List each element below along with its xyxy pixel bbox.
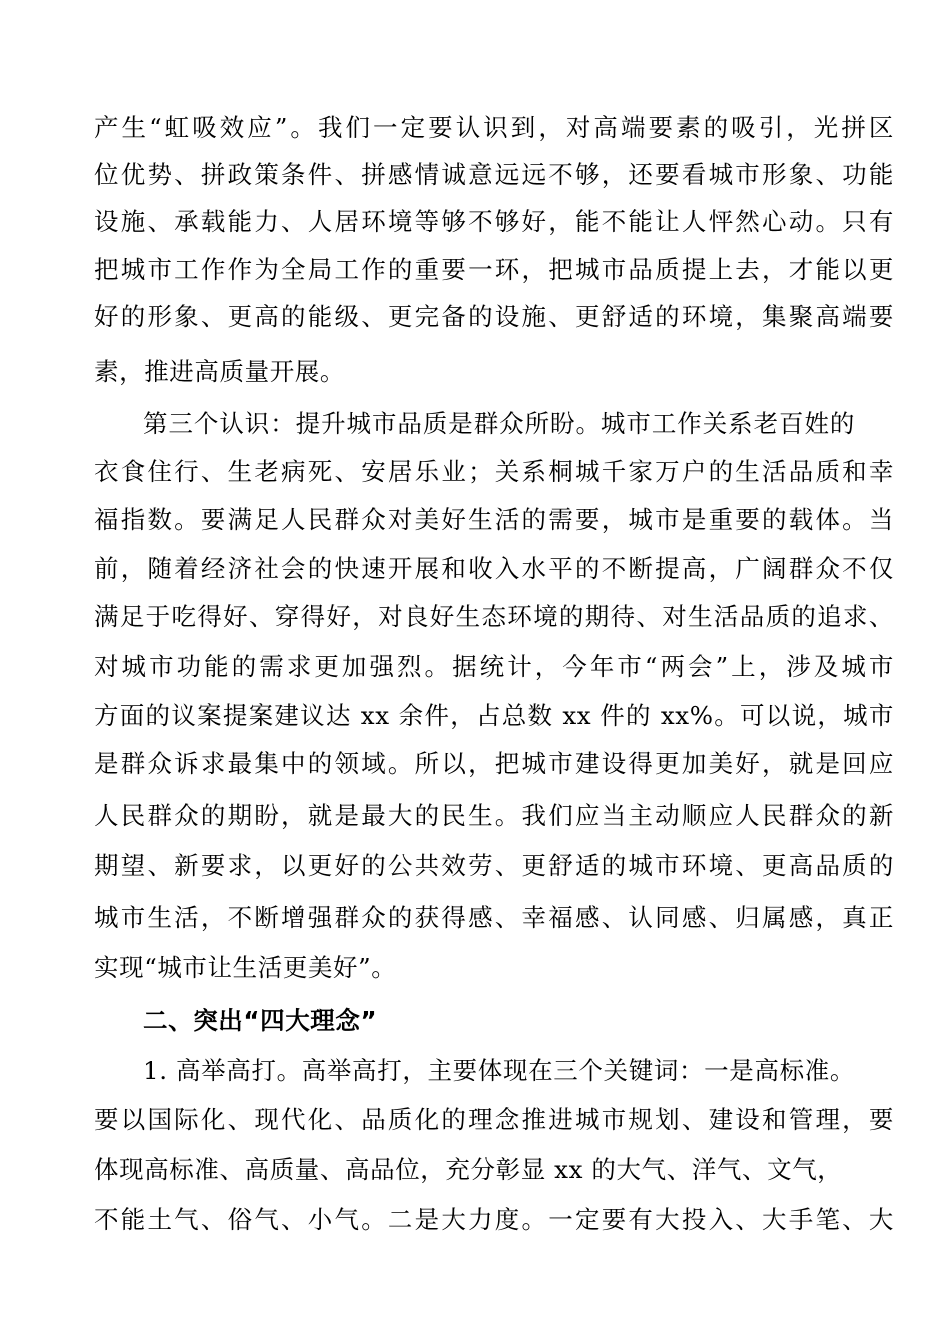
text-line: 前，随着经济社会的快速开展和收入水平的不断提高，广阔群众不仅 — [94, 554, 894, 583]
text-line: 实现“城市让生活更美好”。 — [94, 953, 397, 982]
text-line: 城市生活，不断增强群众的获得感、幸福感、认同感、归属感，真正 — [94, 903, 894, 932]
text-line: 是群众诉求最集中的领域。所以，把城市建设得更加美好，就是回应 — [94, 749, 894, 778]
text-line: 好的形象、更高的能级、更完备的设施、更舒适的环境，集聚高端要 — [94, 302, 894, 331]
text-line: 福指数。要满足人民群众对美好生活的需要，城市是重要的载体。当 — [94, 505, 894, 534]
text-line: 把城市工作作为全局工作的重要一环，把城市品质提上去，才能以更 — [94, 255, 894, 284]
text-line: 衣食住行、生老病死、安居乐业；关系桐城千家万户的生活品质和幸 — [94, 457, 894, 486]
text-line: 方面的议案提案建议达 xx 余件，占总数 xx 件的 xx%。可以说，城市 — [94, 701, 894, 730]
text-line: 要以国际化、现代化、品质化的理念推进城市规划、建设和管理，要 — [94, 1105, 894, 1134]
text-line: 不能土气、俗气、小气。二是大力度。一定要有大投入、大手笔、大 — [94, 1205, 894, 1234]
text-line: 位优势、拼政策条件、拼感情诚意远远不够，还要看城市形象、功能 — [94, 160, 894, 189]
text-line: 期望、新要求，以更好的公共效劳、更舒适的城市环境、更高品质的 — [94, 851, 894, 880]
text-line: 对城市功能的需求更加强烈。据统计，今年市“两会”上，涉及城市 — [94, 652, 894, 681]
text-line: 素，推进高质量开展。 — [94, 357, 345, 386]
text-line: 体现高标准、高质量、高品位，充分彰显 xx 的大气、洋气、文气， — [94, 1155, 843, 1184]
text-line: 产生“虹吸效应”。我们一定要认识到，对高端要素的吸引，光拼区 — [94, 113, 894, 142]
paragraph-start-line: 第三个认识：提升城市品质是群众所盼。城市工作关系老百姓的 — [143, 409, 855, 438]
text-line: 满足于吃得好、穿得好，对良好生态环境的期待、对生活品质的追求、 — [94, 602, 894, 631]
text-line: 人民群众的期盼，就是最大的民生。我们应当主动顺应人民群众的新 — [94, 801, 894, 830]
section-heading: 二、突出“四大理念” — [143, 1006, 378, 1035]
paragraph-start-line: 1. 高举高打。高举高打，主要体现在三个关键词：一是高标准。 — [143, 1056, 855, 1085]
text-line: 设施、承载能力、人居环境等够不够好，能不能让人怦然心动。只有 — [94, 207, 894, 236]
